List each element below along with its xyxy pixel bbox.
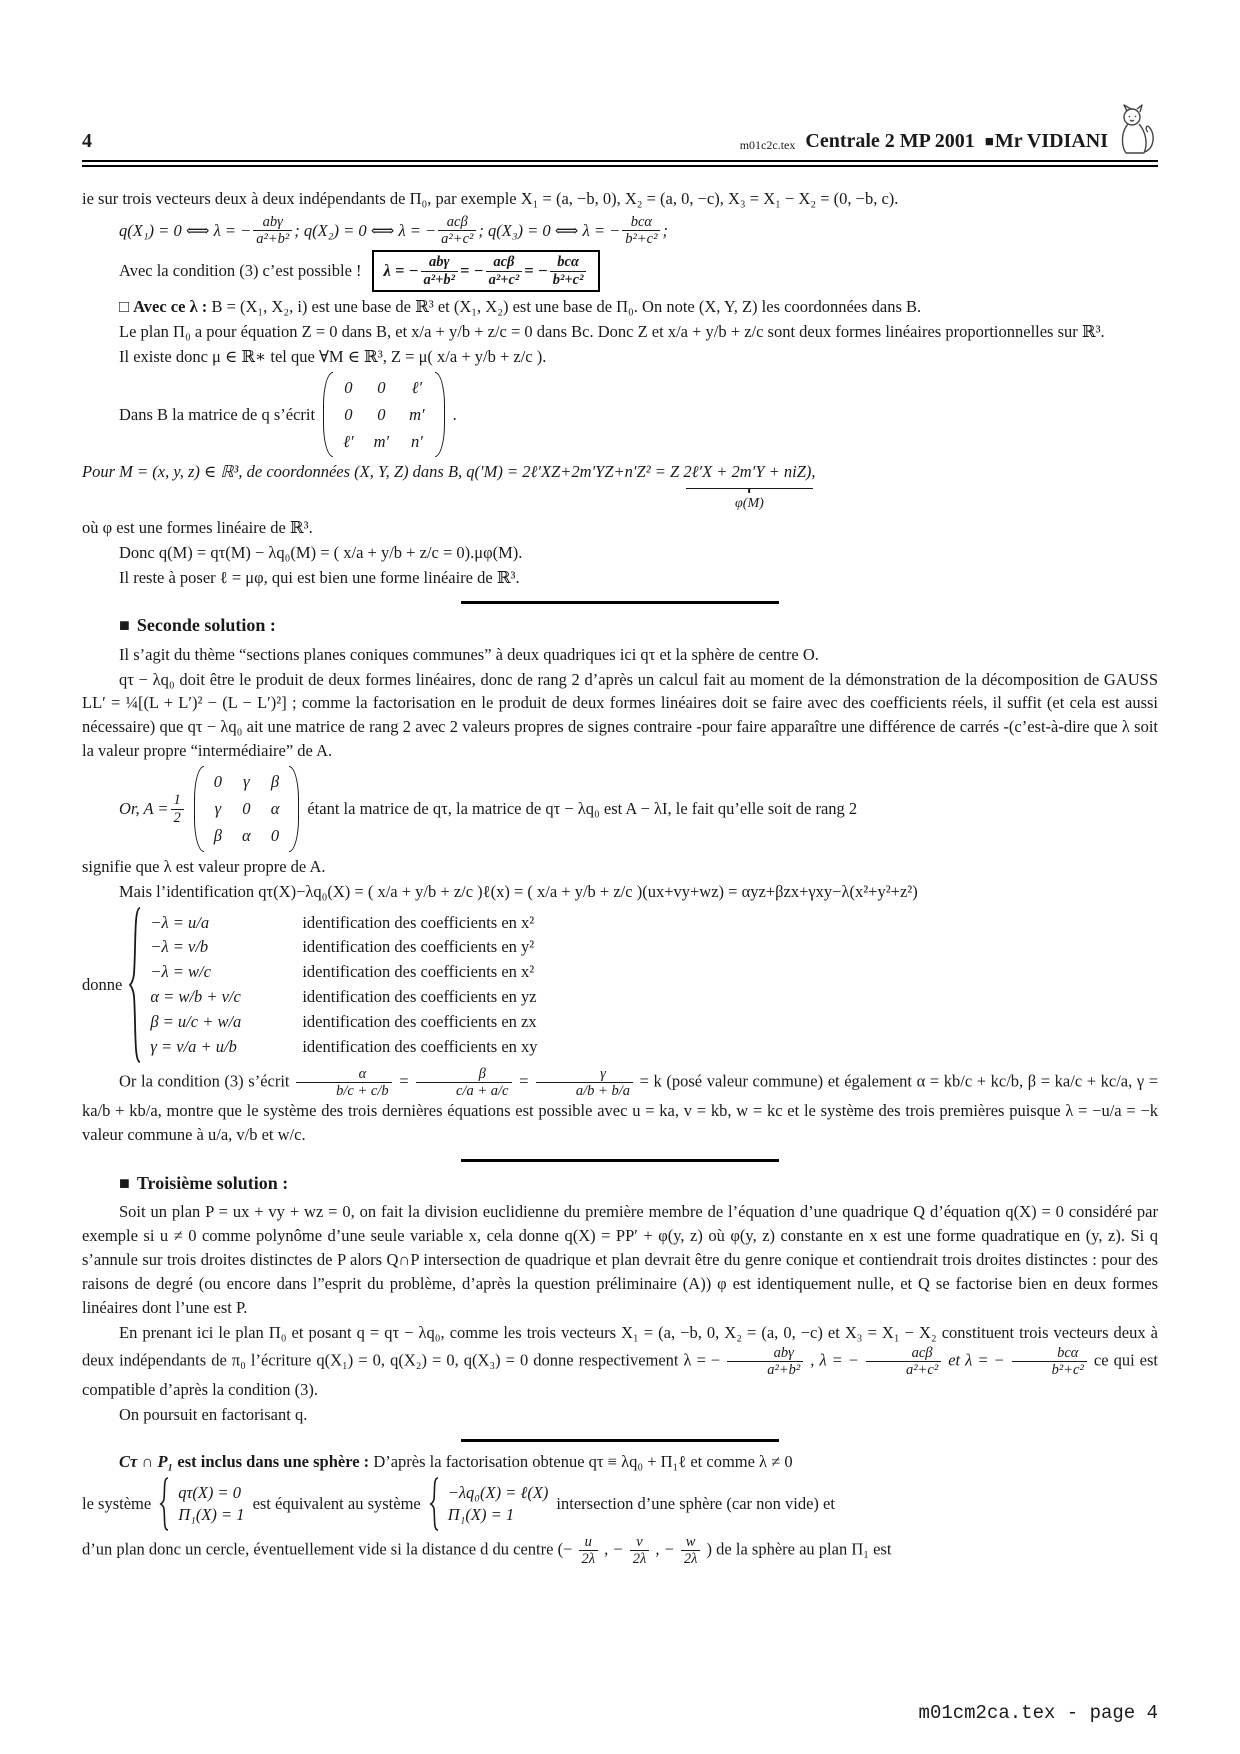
paragraph-donc: Donc q(M) = qτ(M) − λq₀(M) = ( x/a + y/b + z/c = 0).μφ(M). bbox=[119, 542, 523, 562]
paragraph-prenant bbox=[82, 1321, 1158, 1402]
equation-text: et λ = − bbox=[948, 1350, 1005, 1370]
donne-description: identification des coefficients en x² bbox=[302, 912, 535, 932]
matrix-a-grid bbox=[214, 766, 280, 852]
donne-row bbox=[150, 1035, 537, 1059]
fraction-denominator: 2λ bbox=[683, 1551, 698, 1568]
fraction-numerator: abγ bbox=[253, 214, 292, 231]
matrix-cell: m′ bbox=[373, 431, 390, 451]
avec-ce-lead: Avec ce λ : bbox=[133, 296, 208, 316]
fraction-denominator: b²+c² bbox=[552, 271, 584, 288]
underbrace-group bbox=[683, 460, 815, 514]
donne-description: identification des coefficients en yz bbox=[302, 987, 537, 1007]
donne-description: identification des coefficients en xy bbox=[302, 1037, 538, 1057]
system-equation: qτ(X) = 0 bbox=[178, 1482, 242, 1502]
boxed-formula bbox=[372, 250, 601, 292]
paragraph-identification: Mais l’identification qτ(X)−λq₀(X) = ( x/a + y/b + z/c )ℓ(x) = ( x/a + y/b + z/c )(ux+vy+wz) = αyz+βzx+γxy−λ(x²+y²+z²) bbox=[119, 881, 918, 901]
paragraph-ou: où φ est une formes linéaire de ℝ³. bbox=[82, 517, 313, 537]
fraction-numerator: abγ bbox=[727, 1345, 803, 1362]
system-rows bbox=[448, 1482, 549, 1527]
fraction-denominator: a/b + b/a bbox=[575, 1083, 631, 1100]
underbrace-content: 2ℓ′X + 2m′Y + niZ), bbox=[683, 462, 816, 482]
paragraph-sphere-end bbox=[82, 1534, 1158, 1568]
fraction bbox=[296, 1066, 392, 1100]
fraction bbox=[171, 792, 184, 826]
paragraph-avec-ce bbox=[82, 295, 1158, 319]
equation-text: = bbox=[518, 1071, 534, 1091]
matrix-cell: m′ bbox=[409, 404, 425, 424]
fraction-numerator: α bbox=[296, 1066, 392, 1083]
sphere-lead-text: est inclus dans une sphère : bbox=[177, 1452, 370, 1472]
sphere-text: le système bbox=[82, 1494, 152, 1514]
fraction-denominator: c/a + a/c bbox=[455, 1083, 509, 1100]
sphere-text: d’un plan donc un cercle, éventuellement vide si la distance d du centre (− bbox=[82, 1539, 573, 1559]
page-number: 4 bbox=[82, 130, 92, 152]
equation-text: , − bbox=[655, 1539, 675, 1559]
sphere-text: est équivalent au système bbox=[252, 1494, 421, 1514]
system-equation: Π₁(X) = 1 bbox=[447, 1505, 515, 1525]
donne-description: identification des coefficients en zx bbox=[302, 1012, 537, 1032]
header-author-name: Mr VIDIANI bbox=[994, 130, 1108, 152]
fraction bbox=[486, 254, 523, 288]
matrix-cell: n′ bbox=[410, 431, 423, 451]
sphere-text: intersection d’une sphère (car non vide) et bbox=[556, 1494, 835, 1514]
fraction bbox=[550, 254, 587, 288]
fraction bbox=[579, 1534, 599, 1568]
paragraph-plan3: Soit un plan P = ux + vy + wz = 0, on fait la division euclidienne du première membre de l’équation d’une quadrique Q d’équation q(X) = 0 considéré par exemple si u ≠ 0 comme polynôme d’une seule variable x, cela donne q(X) = PP′ + φ(y, z) où φ(y, z) constante en x est une forme quadratique en (y, z). Si q s’annule sur trois droites distinctes de P alors Q∩P intersection de quadrique et plan devrait être du genre conique et contiendrait trois droites distinctes : pour des raisons de degré (ou encore dans l”esprit du problème, d’après la question préliminaire (A)) φ est identiquement nulle, et Q se factorise bien en deux formes linéaires dont l’une est P. bbox=[82, 1202, 1158, 1317]
fraction bbox=[253, 214, 292, 248]
section-rule bbox=[461, 1439, 779, 1442]
donne-equation: α = w/b + v/c bbox=[150, 987, 241, 1007]
condition3-text: = k (posé valeur commune) et également α = kb/c + kc/b, β = ka/c + kc/a, γ = ka/b + kb/a, montre que le système des trois dernières équations est possible avec u = ka, v = kb, w = kc et le système des trois premières puisque λ = −u/a = −k valeur commune à u/a, v/b et w/c. bbox=[82, 1071, 1159, 1145]
matrix-cell: γ bbox=[214, 799, 222, 819]
matrix-cell: 0 bbox=[344, 404, 353, 424]
matrix-cell: γ bbox=[243, 772, 250, 792]
matrix-cell: 0 bbox=[377, 377, 386, 397]
right-paren-icon bbox=[289, 766, 299, 852]
fraction-numerator: acβ bbox=[438, 214, 476, 231]
paragraph-condition3 bbox=[82, 1066, 1158, 1147]
matrix-cell: 0 bbox=[242, 799, 251, 819]
equation-text: ; q(X₂) = 0 ⟺ λ = − bbox=[294, 220, 437, 240]
matrix-q-grid bbox=[343, 372, 425, 458]
paragraph-intro: ie sur trois vecteurs deux à deux indépendants de Π₀, par exemple X₁ = (a, −b, 0), X₂ = (a, 0, −c), X₃ = X₁ − X₂ = (0, −b, c). bbox=[82, 189, 899, 208]
paragraph-poursuit: On poursuit en factorisant q. bbox=[119, 1405, 308, 1425]
left-brace-icon bbox=[159, 1476, 170, 1532]
fraction-numerator: w bbox=[681, 1534, 701, 1551]
avec-ce-text: B = (X₁, X₂, i) est une base de ℝ³ et (X₁, X₂) est une base de Π₀. On note (X, Y, Z) les coordonnées dans B. bbox=[211, 296, 922, 316]
condition3-text: Or la condition (3) s’écrit bbox=[119, 1071, 295, 1091]
fraction-denominator: b/c + c/b bbox=[336, 1083, 389, 1100]
matrix-cell: ℓ′ bbox=[411, 377, 423, 397]
matrix-a-trailing-text: étant la matrice de qτ, la matrice de qτ − λq₀ est A − λI, le fait qu’elle soit de rang 2 bbox=[307, 799, 858, 819]
boxed-condition-line bbox=[119, 250, 1158, 292]
donne-row bbox=[150, 935, 537, 959]
left-brace-icon bbox=[128, 906, 142, 1064]
fraction bbox=[1012, 1345, 1087, 1379]
paragraph-existe: Il existe donc μ ∈ ℝ∗ tel que ∀M ∈ ℝ³, Z = μ( x/a + y/b + z/c ). bbox=[119, 346, 547, 366]
equation-qx-line bbox=[119, 214, 1158, 248]
section-bullet-icon: ■ bbox=[119, 615, 130, 636]
condition-label: Avec la condition (3) c’est possible ! bbox=[119, 261, 362, 281]
fraction-numerator: 1 bbox=[171, 792, 184, 809]
paragraph-reste: Il reste à poser ℓ = μφ, qui est bien une forme linéaire de ℝ³. bbox=[119, 567, 520, 587]
fraction-denominator: b²+c² bbox=[625, 231, 658, 248]
matrix-cell: β bbox=[213, 826, 222, 846]
sphere-systems-line bbox=[82, 1476, 1158, 1532]
page-header bbox=[82, 104, 1158, 156]
fraction-denominator: a²+c² bbox=[905, 1362, 939, 1379]
equation-text: = − bbox=[524, 261, 548, 281]
section-heading-troisieme bbox=[119, 1170, 1158, 1196]
equation-text: = − bbox=[460, 261, 484, 281]
fraction bbox=[416, 1066, 512, 1100]
header-right bbox=[740, 104, 1158, 156]
fraction-denominator: a²+c² bbox=[488, 271, 520, 288]
header-author bbox=[985, 127, 1108, 156]
underbrace-icon bbox=[686, 484, 813, 489]
system-equation: Π₁(X) = 1 bbox=[178, 1505, 245, 1525]
fraction bbox=[421, 254, 459, 288]
paragraph-gauss: qτ − λq₀ doit être le produit de deux formes linéaires, donc de rang 2 d’après un calcul fait au moment de la démonstration de la décomposition de GAUSS LL′ = ¼[(L + L′)² − (L − L′)²] ; comme la factorisation en le produit de deux formes linéaires doit se faire avec des coefficients réels, il suffit (et cela est aussi nécessaire) que qτ − λq₀ ait une matrice de rang 2 avec 2 valeurs propres de signes contraire -pour faire apparaître une différence de carrés -(c’est-à-dire que λ soit la valeur propre “intermédiaire” de A. bbox=[82, 669, 1158, 761]
fraction-numerator: abγ bbox=[421, 254, 459, 271]
section-title: Troisième solution : bbox=[136, 1173, 289, 1194]
cat-logo-icon bbox=[1118, 104, 1158, 156]
left-paren-icon bbox=[194, 766, 204, 852]
header-rule bbox=[82, 160, 1158, 167]
paragraph-signifie: signifie que λ est valeur propre de A. bbox=[82, 856, 326, 876]
fraction-denominator: b²+c² bbox=[1051, 1362, 1084, 1379]
fraction bbox=[866, 1345, 941, 1379]
donne-row bbox=[150, 985, 537, 1009]
system-rows bbox=[178, 1482, 244, 1527]
equation-text: Or, A = bbox=[119, 799, 169, 819]
matrix-q-line bbox=[119, 372, 1158, 458]
fraction-numerator: bcα bbox=[622, 214, 660, 231]
matrix-cell: 0 bbox=[270, 826, 280, 846]
paragraph-plan: Le plan Π₀ a pour équation Z = 0 dans B, et x/a + y/b + z/c = 0 dans Bc. Donc Z et x/a + y/b + z/c sont deux formes linéaires proportionnelles sur ℝ³. bbox=[119, 321, 1105, 341]
matrix-q bbox=[323, 372, 445, 458]
matrix-cell: 0 bbox=[344, 377, 353, 397]
sphere-text: ) de la sphère au plan Π₁ est bbox=[706, 1539, 892, 1559]
paragraph-pour-m bbox=[82, 460, 1158, 514]
fraction bbox=[536, 1066, 633, 1100]
equation-text: q(X₁) = 0 ⟺ λ = − bbox=[119, 220, 252, 240]
fraction-denominator: a²+b² bbox=[767, 1362, 801, 1379]
section-rule bbox=[461, 1159, 779, 1162]
fraction-numerator: acβ bbox=[486, 254, 523, 271]
matrix-cell: α bbox=[270, 799, 280, 819]
matrix-cell: 0 bbox=[213, 772, 223, 792]
donne-equation: −λ = w/c bbox=[150, 962, 211, 982]
left-paren-icon bbox=[323, 372, 333, 458]
matrix-a bbox=[194, 766, 300, 852]
fraction bbox=[630, 1534, 650, 1568]
prenant-text: En prenant ici le plan Π₀ et posant q = qτ − λq₀, comme les trois vecteurs X₁ = (a, −b, 0, X₂ = (a, 0, −c) et X₃ = X₁ − X₂ constituent trois vecteurs deux à deux indépendants de π₀ l’écriture q(X₁) = 0, q(X₂) = 0, q(X₃) = 0 donne respectivement λ = − bbox=[82, 1322, 1158, 1370]
matrix-a-line bbox=[119, 766, 1158, 852]
header-file-tag: m01c2c.tex bbox=[739, 137, 796, 152]
filled-square-icon: ■ bbox=[984, 134, 994, 150]
sphere-text: D’après la factorisation obtenue qτ ≡ λq₀ + Π₁ℓ et comme λ ≠ 0 bbox=[369, 1452, 793, 1472]
donne-row bbox=[150, 1010, 537, 1034]
fraction-denominator: 2 bbox=[173, 809, 181, 826]
equation-text: = bbox=[398, 1071, 414, 1091]
donne-rows bbox=[150, 911, 537, 1060]
fraction-numerator: γ bbox=[536, 1066, 633, 1083]
fraction bbox=[727, 1345, 803, 1379]
open-square-icon: □ bbox=[119, 296, 129, 316]
matrix-cell: β bbox=[270, 772, 280, 792]
fraction bbox=[681, 1534, 701, 1568]
fraction-numerator: bcα bbox=[1012, 1345, 1087, 1362]
left-brace-icon bbox=[429, 1476, 440, 1532]
equation-text: , λ = − bbox=[810, 1350, 859, 1370]
fraction-denominator: a²+b² bbox=[256, 231, 290, 248]
donne-equation: β = u/c + w/a bbox=[150, 1012, 242, 1032]
equation-text: λ = − bbox=[383, 261, 419, 281]
section-title: Seconde solution : bbox=[136, 615, 276, 636]
fraction bbox=[622, 214, 660, 248]
fraction-denominator: a²+b² bbox=[423, 271, 456, 288]
system-1 bbox=[159, 1476, 244, 1532]
fraction-numerator: β bbox=[416, 1066, 512, 1083]
fraction-numerator: u bbox=[579, 1534, 599, 1551]
matrix-cell: 0 bbox=[377, 404, 386, 424]
section-heading-seconde bbox=[119, 612, 1158, 638]
matrix-q-period: . bbox=[452, 404, 457, 424]
sphere-lead-math: Cτ ∩ P₁ bbox=[119, 1452, 178, 1472]
donne-equation: γ = v/a + u/b bbox=[150, 1037, 237, 1057]
equation-text: , − bbox=[604, 1539, 624, 1559]
fraction-numerator: v bbox=[630, 1534, 650, 1551]
paragraph-theme: Il s’agit du thème “sections planes coniques communes” à deux quadriques ici qτ et la sphère de centre O. bbox=[119, 644, 819, 664]
system-equation: −λq₀(X) = ℓ(X) bbox=[447, 1482, 549, 1502]
system-2 bbox=[429, 1476, 549, 1532]
equation-text: Pour M = (x, y, z) ∈ ℝ³, de coordonnées (X, Y, Z) dans B, q(′M) = 2ℓ′XZ+2m′YZ+n′Z² = Z bbox=[82, 462, 684, 482]
equation-text: ; q(X₃) = 0 ⟺ λ = − bbox=[478, 220, 621, 240]
donne-row bbox=[150, 960, 537, 984]
donne-system bbox=[82, 906, 1158, 1064]
matrix-q-label: Dans B la matrice de q s’écrit bbox=[119, 404, 316, 424]
fraction-numerator: acβ bbox=[866, 1345, 941, 1362]
donne-description: identification des coefficients en x² bbox=[302, 962, 535, 982]
donne-equation: −λ = u/a bbox=[150, 912, 210, 932]
fraction-numerator: bcα bbox=[550, 254, 587, 271]
prenant-text: ce qui est compatible d’après la condition (3). bbox=[82, 1350, 1159, 1400]
header-title: Centrale 2 MP 2001 bbox=[805, 130, 975, 152]
fraction-denominator: 2λ bbox=[581, 1551, 596, 1568]
matrix-cell: α bbox=[242, 826, 251, 846]
equation-text: ; bbox=[662, 220, 668, 240]
donne-row bbox=[150, 911, 537, 935]
donne-description: identification des coefficients en y² bbox=[302, 937, 535, 957]
paragraph-sphere-lead bbox=[82, 1450, 1158, 1474]
donne-equation: −λ = v/b bbox=[150, 937, 209, 957]
donne-label: donne bbox=[82, 974, 123, 994]
section-bullet-icon: ■ bbox=[119, 1173, 130, 1194]
fraction bbox=[438, 214, 476, 248]
matrix-cell: ℓ′ bbox=[343, 431, 354, 451]
fraction-denominator: 2λ bbox=[632, 1551, 647, 1568]
section-rule bbox=[461, 601, 779, 604]
underbrace-label: φ(M) bbox=[735, 496, 764, 512]
page-footer: m01cm2ca.tex - page 4 bbox=[918, 1702, 1158, 1725]
right-paren-icon bbox=[435, 372, 445, 458]
fraction-denominator: a²+c² bbox=[441, 231, 474, 248]
